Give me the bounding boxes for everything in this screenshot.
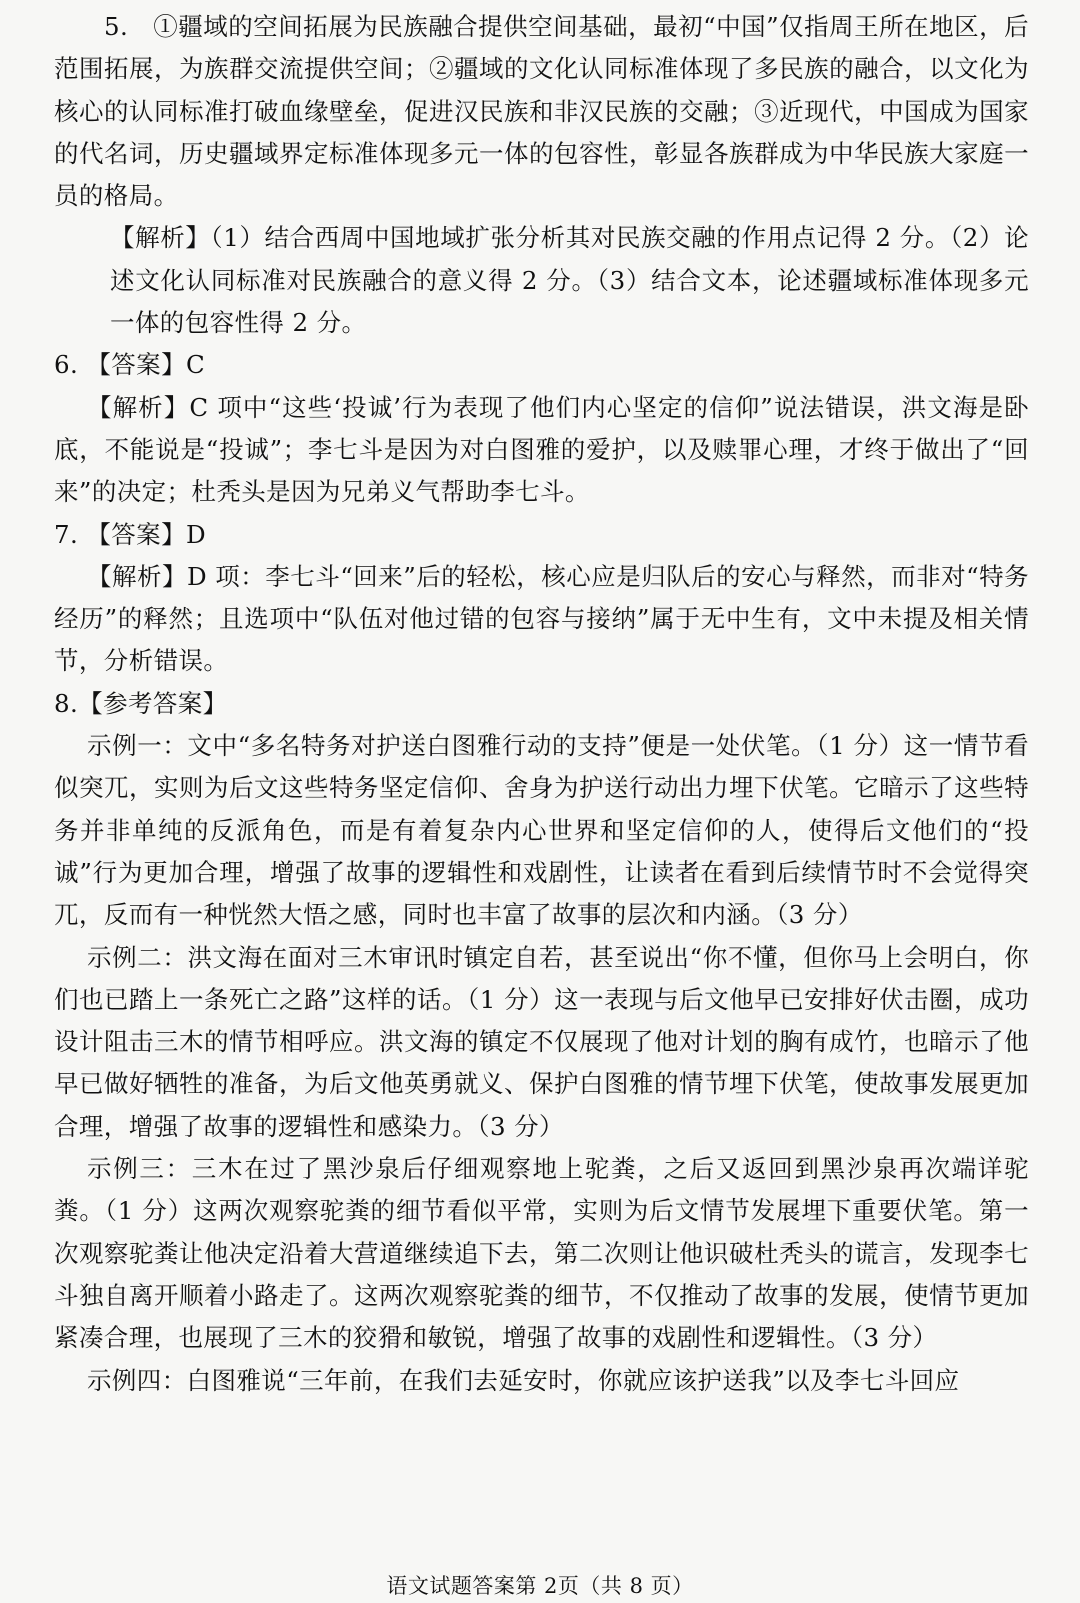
page-footer: 语文试题答案第 2页（共 8 页）: [386, 1574, 694, 1598]
analysis-q7: 【解析】D 项：李七斗“回来”后的轻松，核心应是归队后的安心与释然，而非对“特务经历”的释然；且选项中“队伍对他过错的包容与接纳”属于无中生有，文中未提及相关情节，分析错误。: [54, 561, 1029, 676]
example-3: 示例三：三木在过了黑沙泉后仔细观察地上驼粪，之后又返回到黑沙泉再次端详驼粪。（1 分）这两次观察驼粪的细节看似平常，实则为后文情节发展埋下重要伏笔。第一次观察驼粪让他决定沿着大营道继续追下去，第二次则让他识破杜秃头的谎言，发现李七斗独自离开顺着小路走了。这两次观察驼粪的细节，不仅推动了故事的发展，使情节更加紧凑合理，也展现了三木的狡猾和敏锐，增强了故事的戏剧性和逻辑性。（3 分）: [54, 1154, 1029, 1353]
example-4: 示例四：白图雅说“三年前，在我们去延安时，你就应该护送我”以及李七斗回应: [87, 1365, 960, 1395]
example-2: 示例二：洪文海在面对三木审讯时镇定自若，甚至说出“你不懂，但你马上会明白，你们也已踏上一条死亡之路”这样的话。（1 分）这一表现与后文他早已安排好伏击圈，成功设计阻击三木的情节相呼应。洪文海的镇定不仅展现了他对计划的胸有成竹，也暗示了他早已做好牺牲的准备，为后文他英勇就义、保护白图雅的情节埋下伏笔，使故事发展更加合理，增强了故事的逻辑性和感染力。（3 分）: [54, 942, 1029, 1141]
example-1: 示例一：文中“多名特务对护送白图雅行动的支持”便是一处伏笔。（1 分）这一情节看似突兀，实则为后文这些特务坚定信仰、舍身为护送行动出力埋下伏笔。它暗示了这些特务并非单纯的反派角色，而是有着复杂内心世界和坚定信仰的人，使得后文他们的“投诚”行为更加合理，增强了故事的逻辑性和戏剧性，让读者在看到后续情节时不会觉得突兀，反而有一种恍然大悟之感，同时也丰富了故事的层次和内涵。（3 分）: [54, 731, 1029, 930]
answer-content: [54, 6, 1029, 1402]
analysis-q6: 【解析】C 项中“这些‘投诚’行为表现了他们内心坚定的信仰”说法错误，洪文海是卧底，不能说是“投诚”；李七斗是因为对白图雅的爱护，以及赎罪心理，才终于做出了“回来”的决定；杜秃头是因为兄弟义气帮助李七斗。: [54, 392, 1029, 507]
analysis-q5: 【解析】（1）结合西周中国地域扩张分析其对民族交融的作用点记得 2 分。（2）论述文化认同标准对民族融合的意义得 2 分。（3）结合文本，论述疆域标准体现多元一体的包容性得 2 分。: [110, 223, 1029, 338]
answer-q8: 8.【参考答案】: [54, 688, 228, 718]
answer-q6: 6. 【答案】C: [54, 350, 206, 380]
answer-q5: 5. ①疆域的空间拓展为民族融合提供空间基础，最初“中国”仅指周王所在地区，后范围拓展，为族群交流提供空间；②疆域的文化认同标准体现了多民族的融合，以文化为核心的认同标准打破血缘壁垒，促进汉民族和非汉民族的交融；③近现代，中国成为国家的代名词，历史疆域界定标准体现多元一体的包容性，彰显各族群成为中华民族大家庭一员的格局。: [54, 12, 1029, 211]
answer-q7: 7. 【答案】D: [54, 519, 207, 549]
